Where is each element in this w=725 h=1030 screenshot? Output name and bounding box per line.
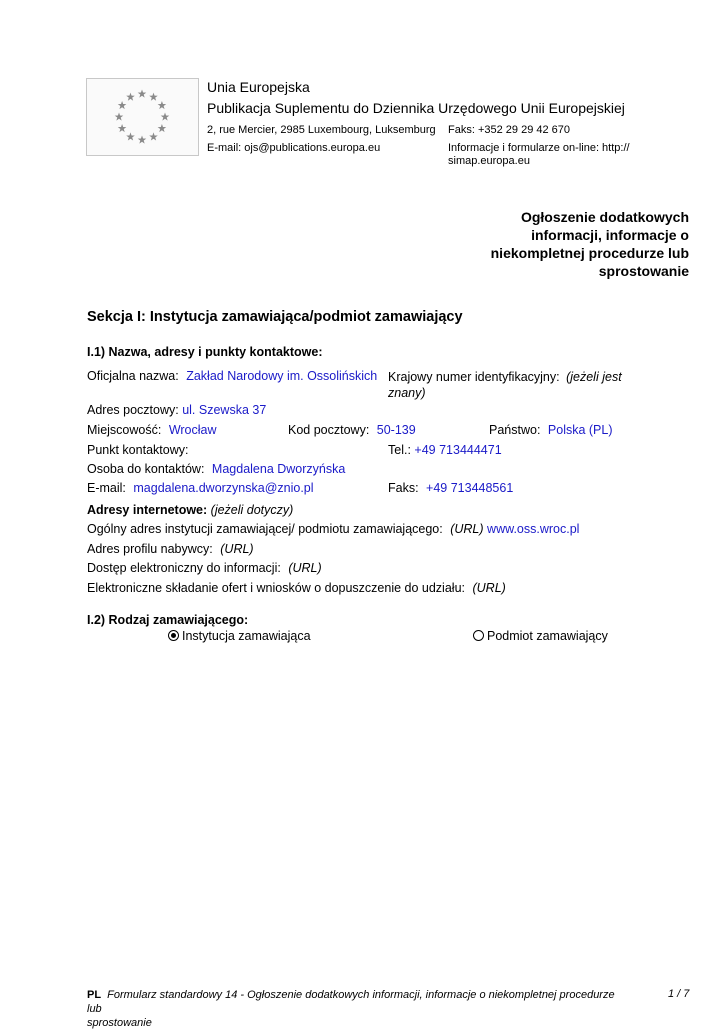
electronic-submission-label: Elektroniczne składanie ofert i wniosków o dopuszczenie do udziału: bbox=[87, 581, 465, 595]
org-name: Unia Europejska bbox=[207, 79, 310, 95]
postcode-row bbox=[288, 423, 416, 437]
internet-addresses-note: (jeżeli dotyczy) bbox=[210, 503, 294, 517]
radio-selected-icon[interactable] bbox=[168, 630, 179, 641]
email-value[interactable]: magdalena.dworzynska@znio.pl bbox=[133, 481, 314, 495]
internet-addresses-row bbox=[87, 503, 293, 517]
electronic-access-row bbox=[87, 561, 322, 575]
electronic-access-url-tag: (URL) bbox=[288, 561, 322, 575]
country-row bbox=[489, 423, 613, 437]
eu-flag-stars-icon bbox=[86, 78, 199, 156]
fax-row bbox=[388, 481, 513, 495]
postal-address-value: ul. Szewska 37 bbox=[182, 403, 267, 417]
radio-unselected-icon[interactable] bbox=[473, 630, 484, 641]
general-address-link[interactable]: www.oss.wroc.pl bbox=[487, 522, 580, 536]
official-name-value: Zakład Narodowy im. Ossolińskich bbox=[186, 369, 378, 383]
footer-form-title-2: sprostowanie bbox=[87, 1017, 152, 1029]
star-icon bbox=[138, 90, 147, 98]
electronic-submission-row bbox=[87, 581, 506, 595]
tel-row bbox=[388, 443, 502, 457]
star-icon bbox=[115, 113, 124, 121]
internet-addresses-label: Adresy internetowe: bbox=[87, 503, 208, 517]
contact-point-label: Punkt kontaktowy: bbox=[87, 443, 189, 457]
star-icon bbox=[138, 136, 147, 144]
notice-title-line: Ogłoszenie dodatkowych bbox=[520, 209, 689, 225]
postcode-label: Kod pocztowy: bbox=[288, 423, 370, 437]
star-icon bbox=[158, 101, 167, 109]
national-id-note: (jeżeli jest bbox=[566, 370, 622, 384]
org-fax: Faks: +352 29 29 42 670 bbox=[448, 124, 571, 136]
country-label: Państwo: bbox=[489, 423, 541, 437]
electronic-submission-url-tag: (URL) bbox=[472, 581, 506, 595]
info-line-2: simap.europa.eu bbox=[448, 155, 530, 167]
postcode-value: 50-139 bbox=[376, 423, 416, 437]
national-id-label: Krajowy numer identyfikacyjny: bbox=[388, 370, 560, 384]
national-id-note-2: znany) bbox=[388, 386, 426, 400]
radio-option-contracting-authority[interactable] bbox=[168, 629, 311, 643]
national-id bbox=[388, 369, 628, 401]
official-name-row bbox=[87, 369, 377, 383]
org-info-link[interactable] bbox=[448, 142, 630, 168]
star-icon bbox=[126, 132, 135, 140]
star-icon bbox=[149, 93, 158, 101]
general-address-row bbox=[87, 522, 579, 536]
star-icon bbox=[118, 124, 127, 132]
star-icon bbox=[118, 101, 127, 109]
radio-option-label: Instytucja zamawiająca bbox=[182, 629, 311, 643]
footer-form-title: Formularz standardowy 14 - Ogłoszenie dodatkowych informacji, informacje o niekompletnej procedurze lub bbox=[87, 989, 615, 1015]
radio-option-contracting-entity[interactable] bbox=[473, 629, 608, 643]
tel-value: +49 713444471 bbox=[414, 443, 502, 457]
fax-value: +49 713448561 bbox=[426, 481, 514, 495]
fax-label: Faks: bbox=[388, 481, 419, 495]
star-icon bbox=[149, 132, 158, 140]
email-label: E-mail: bbox=[87, 481, 126, 495]
city-label: Miejscowość: bbox=[87, 423, 162, 437]
page-number: 1 / 7 bbox=[668, 988, 690, 1000]
radio-option-label: Podmiot zamawiający bbox=[487, 629, 608, 643]
star-icon bbox=[158, 124, 167, 132]
star-icon bbox=[161, 113, 170, 121]
subsection-i1-title: I.1) Nazwa, adresy i punkty kontaktowe: bbox=[87, 345, 323, 359]
tel-label: Tel.: bbox=[388, 443, 411, 457]
subsection-i2-title: I.2) Rodzaj zamawiającego: bbox=[87, 613, 249, 627]
buyer-profile-url-tag: (URL) bbox=[220, 542, 254, 556]
general-address-url-tag: (URL) bbox=[450, 522, 484, 536]
contact-person-label: Osoba do kontaktów: bbox=[87, 462, 205, 476]
country-value: Polska (PL) bbox=[547, 423, 613, 437]
publication-title: Publikacja Suplementu do Dziennika Urzędowego Unii Europejskiej bbox=[207, 100, 625, 116]
info-line-1: Informacje i formularze on-line: http:// bbox=[448, 142, 630, 154]
buyer-profile-label: Adres profilu nabywcy: bbox=[87, 542, 213, 556]
notice-title bbox=[459, 208, 689, 280]
star-icon bbox=[126, 93, 135, 101]
postal-address-row bbox=[87, 403, 266, 417]
footer-lang: PL bbox=[87, 989, 102, 1001]
general-address-label: Ogólny adres instytucji zamawiającej/ podmiotu zamawiającego: bbox=[87, 522, 443, 536]
city-value: Wrocław bbox=[168, 423, 217, 437]
email-row bbox=[87, 481, 314, 495]
contact-person-value: Magdalena Dworzyńska bbox=[211, 462, 346, 476]
notice-title-line: sprostowanie bbox=[598, 263, 689, 279]
notice-title-line: niekompletnej procedurze lub bbox=[490, 245, 689, 261]
official-name-label: Oficjalna nazwa: bbox=[87, 369, 179, 383]
section-title: Sekcja I: Instytucja zamawiająca/podmiot zamawiający bbox=[87, 309, 463, 325]
electronic-access-label: Dostęp elektroniczny do informacji: bbox=[87, 561, 281, 575]
city-row bbox=[87, 423, 217, 437]
postal-address-label: Adres pocztowy: bbox=[87, 403, 179, 417]
notice-title-line: informacji, informacje o bbox=[531, 227, 689, 243]
org-email[interactable]: E-mail: ojs@publications.europa.eu bbox=[207, 142, 381, 154]
buyer-profile-row bbox=[87, 542, 254, 556]
org-address: 2, rue Mercier, 2985 Luxembourg, Luksemburg bbox=[207, 124, 436, 136]
contact-person-row bbox=[87, 462, 345, 476]
